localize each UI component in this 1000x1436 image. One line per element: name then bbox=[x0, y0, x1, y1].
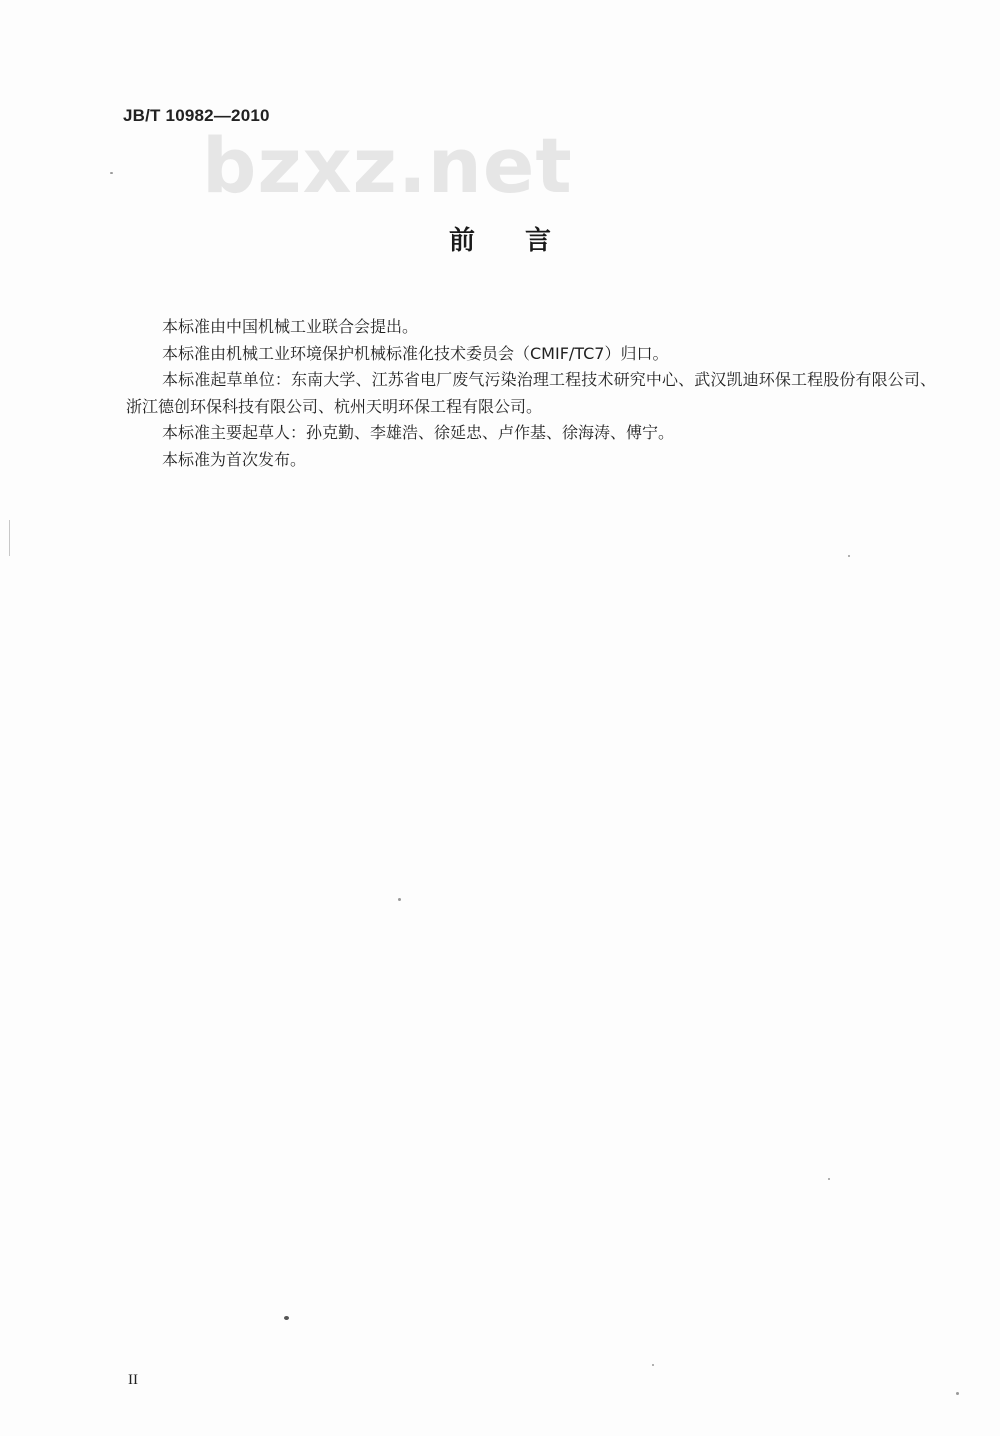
page-title: 前言 bbox=[448, 226, 601, 256]
paragraph-proposer: 本标准由中国机械工业联合会提出。 bbox=[162, 317, 419, 336]
scan-speck bbox=[848, 555, 850, 557]
scan-speck bbox=[956, 1392, 959, 1395]
paragraph-first-release: 本标准为首次发布。 bbox=[162, 449, 307, 469]
scan-speck bbox=[110, 172, 113, 174]
watermark-logo: bzxz.net bbox=[202, 121, 573, 210]
scan-speck bbox=[398, 898, 401, 901]
scan-speck bbox=[652, 1364, 654, 1366]
scan-speck bbox=[828, 1178, 830, 1180]
scan-edge-mark bbox=[9, 520, 10, 556]
scan-speck bbox=[284, 1316, 289, 1320]
standard-code: JB/T 10982—2010 bbox=[123, 106, 270, 125]
paragraph-committee: 本标准由机械工业环境保护机械标准化技术委员会（CMIF/TC7）归口。 bbox=[162, 343, 669, 363]
page-number: II bbox=[128, 1372, 138, 1388]
paragraph-drafters: 本标准主要起草人：孙克勤、李雄浩、徐延忠、卢作基、徐海涛、傅宁。 bbox=[162, 423, 675, 442]
foreword-body bbox=[126, 314, 936, 473]
paragraph-drafting-units: 本标准起草单位：东南大学、江苏省电厂废气污染治理工程技术研究中心、武汉凯迪环保工程股份有限公司、浙江德创环保科技有限公司、杭州天明环保工程有限公司。 bbox=[126, 370, 936, 416]
